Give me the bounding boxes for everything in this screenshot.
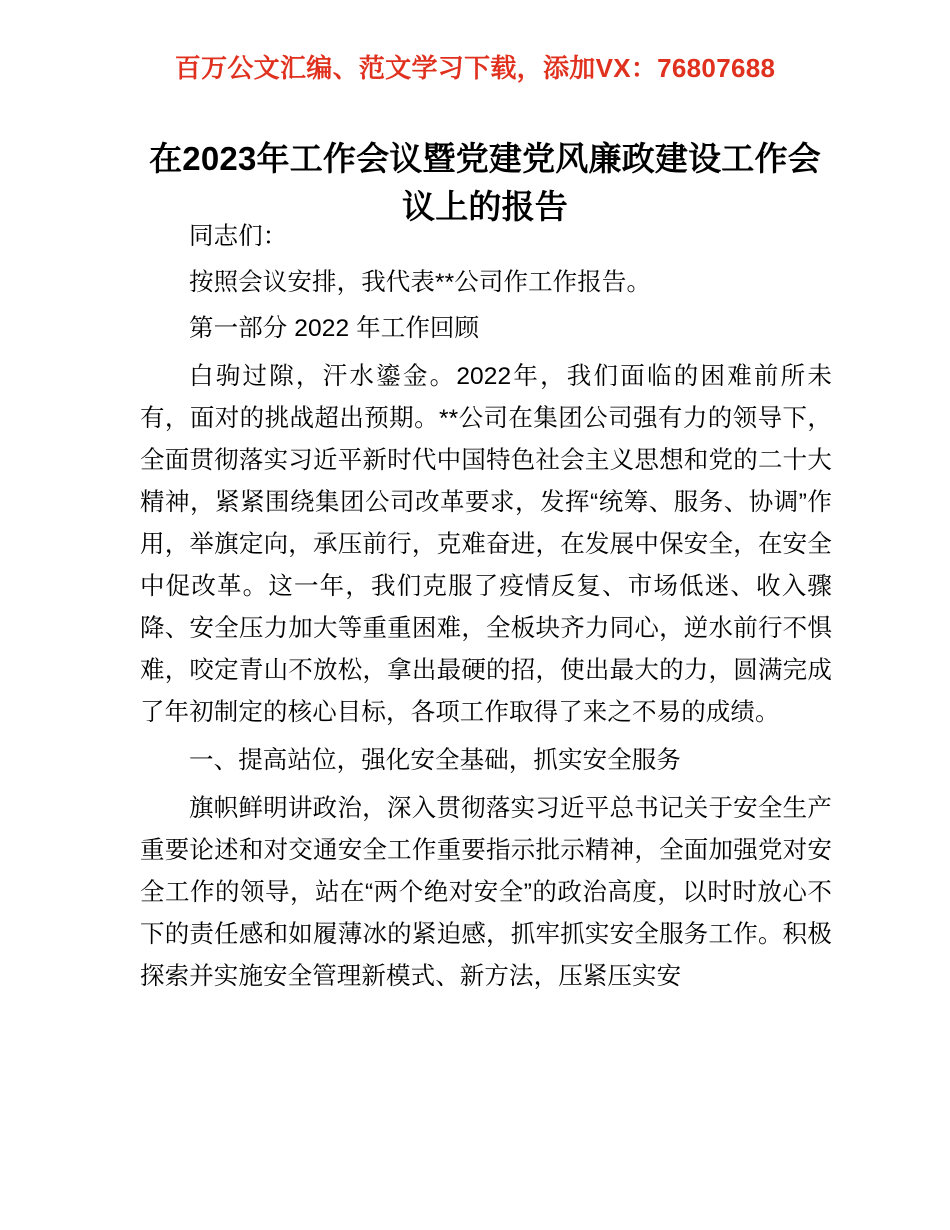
page-title: 在2023年工作会议暨党建党风廉政建设工作会议上的报告 <box>149 140 821 226</box>
salutation-paragraph: 同志们： <box>189 223 288 250</box>
review-paragraph: 白驹过隙，汗水鎏金。2022年，我们面临的困难前所未有，面对的挑战超出预期。**公司在集团公司强有力的领导下，全面贯彻落实习近平新时代中国特色社会主义思想和党的二十大精神，紧紧围绕集团公司改革要求，发挥“统筹、服务、协调”作用，举旗定向，承压前行，克难奋进，在发展中保安全，在安全中促改革。这一年，我们克服了疫情反复、市场低迷、收入骤降、安全压力加大等重重困难，全板块齐力同心，逆水前行不惧难，咬定青山不放松，拿出最硬的招，使出最大的力，圆满完成了年初制定的核心目标，各项工作取得了来之不易的成绩。 <box>140 363 832 726</box>
document-body <box>140 216 832 998</box>
part-heading: 第一部分 2022 年工作回顾 <box>189 315 480 342</box>
section-heading-one: 一、提高站位，强化安全基础，抓实安全服务 <box>189 747 681 774</box>
promo-banner: 百万公文汇编、范文学习下载，添加VX：76807688 <box>174 53 776 83</box>
section-one-paragraph: 旗帜鲜明讲政治，深入贯彻落实习近平总书记关于安全生产重要论述和对交通安全工作重要指示批示精神，全面加强党对安全工作的领导，站在“两个绝对安全”的政治高度，以时时放心不下的责任感和如履薄冰的紧迫感，抓牢抓实安全服务工作。积极探索并实施安全管理新模式、新方法，压紧压实安 <box>140 795 832 990</box>
opening-statement-paragraph: 按照会议安排，我代表**公司作工作报告。 <box>189 269 652 296</box>
